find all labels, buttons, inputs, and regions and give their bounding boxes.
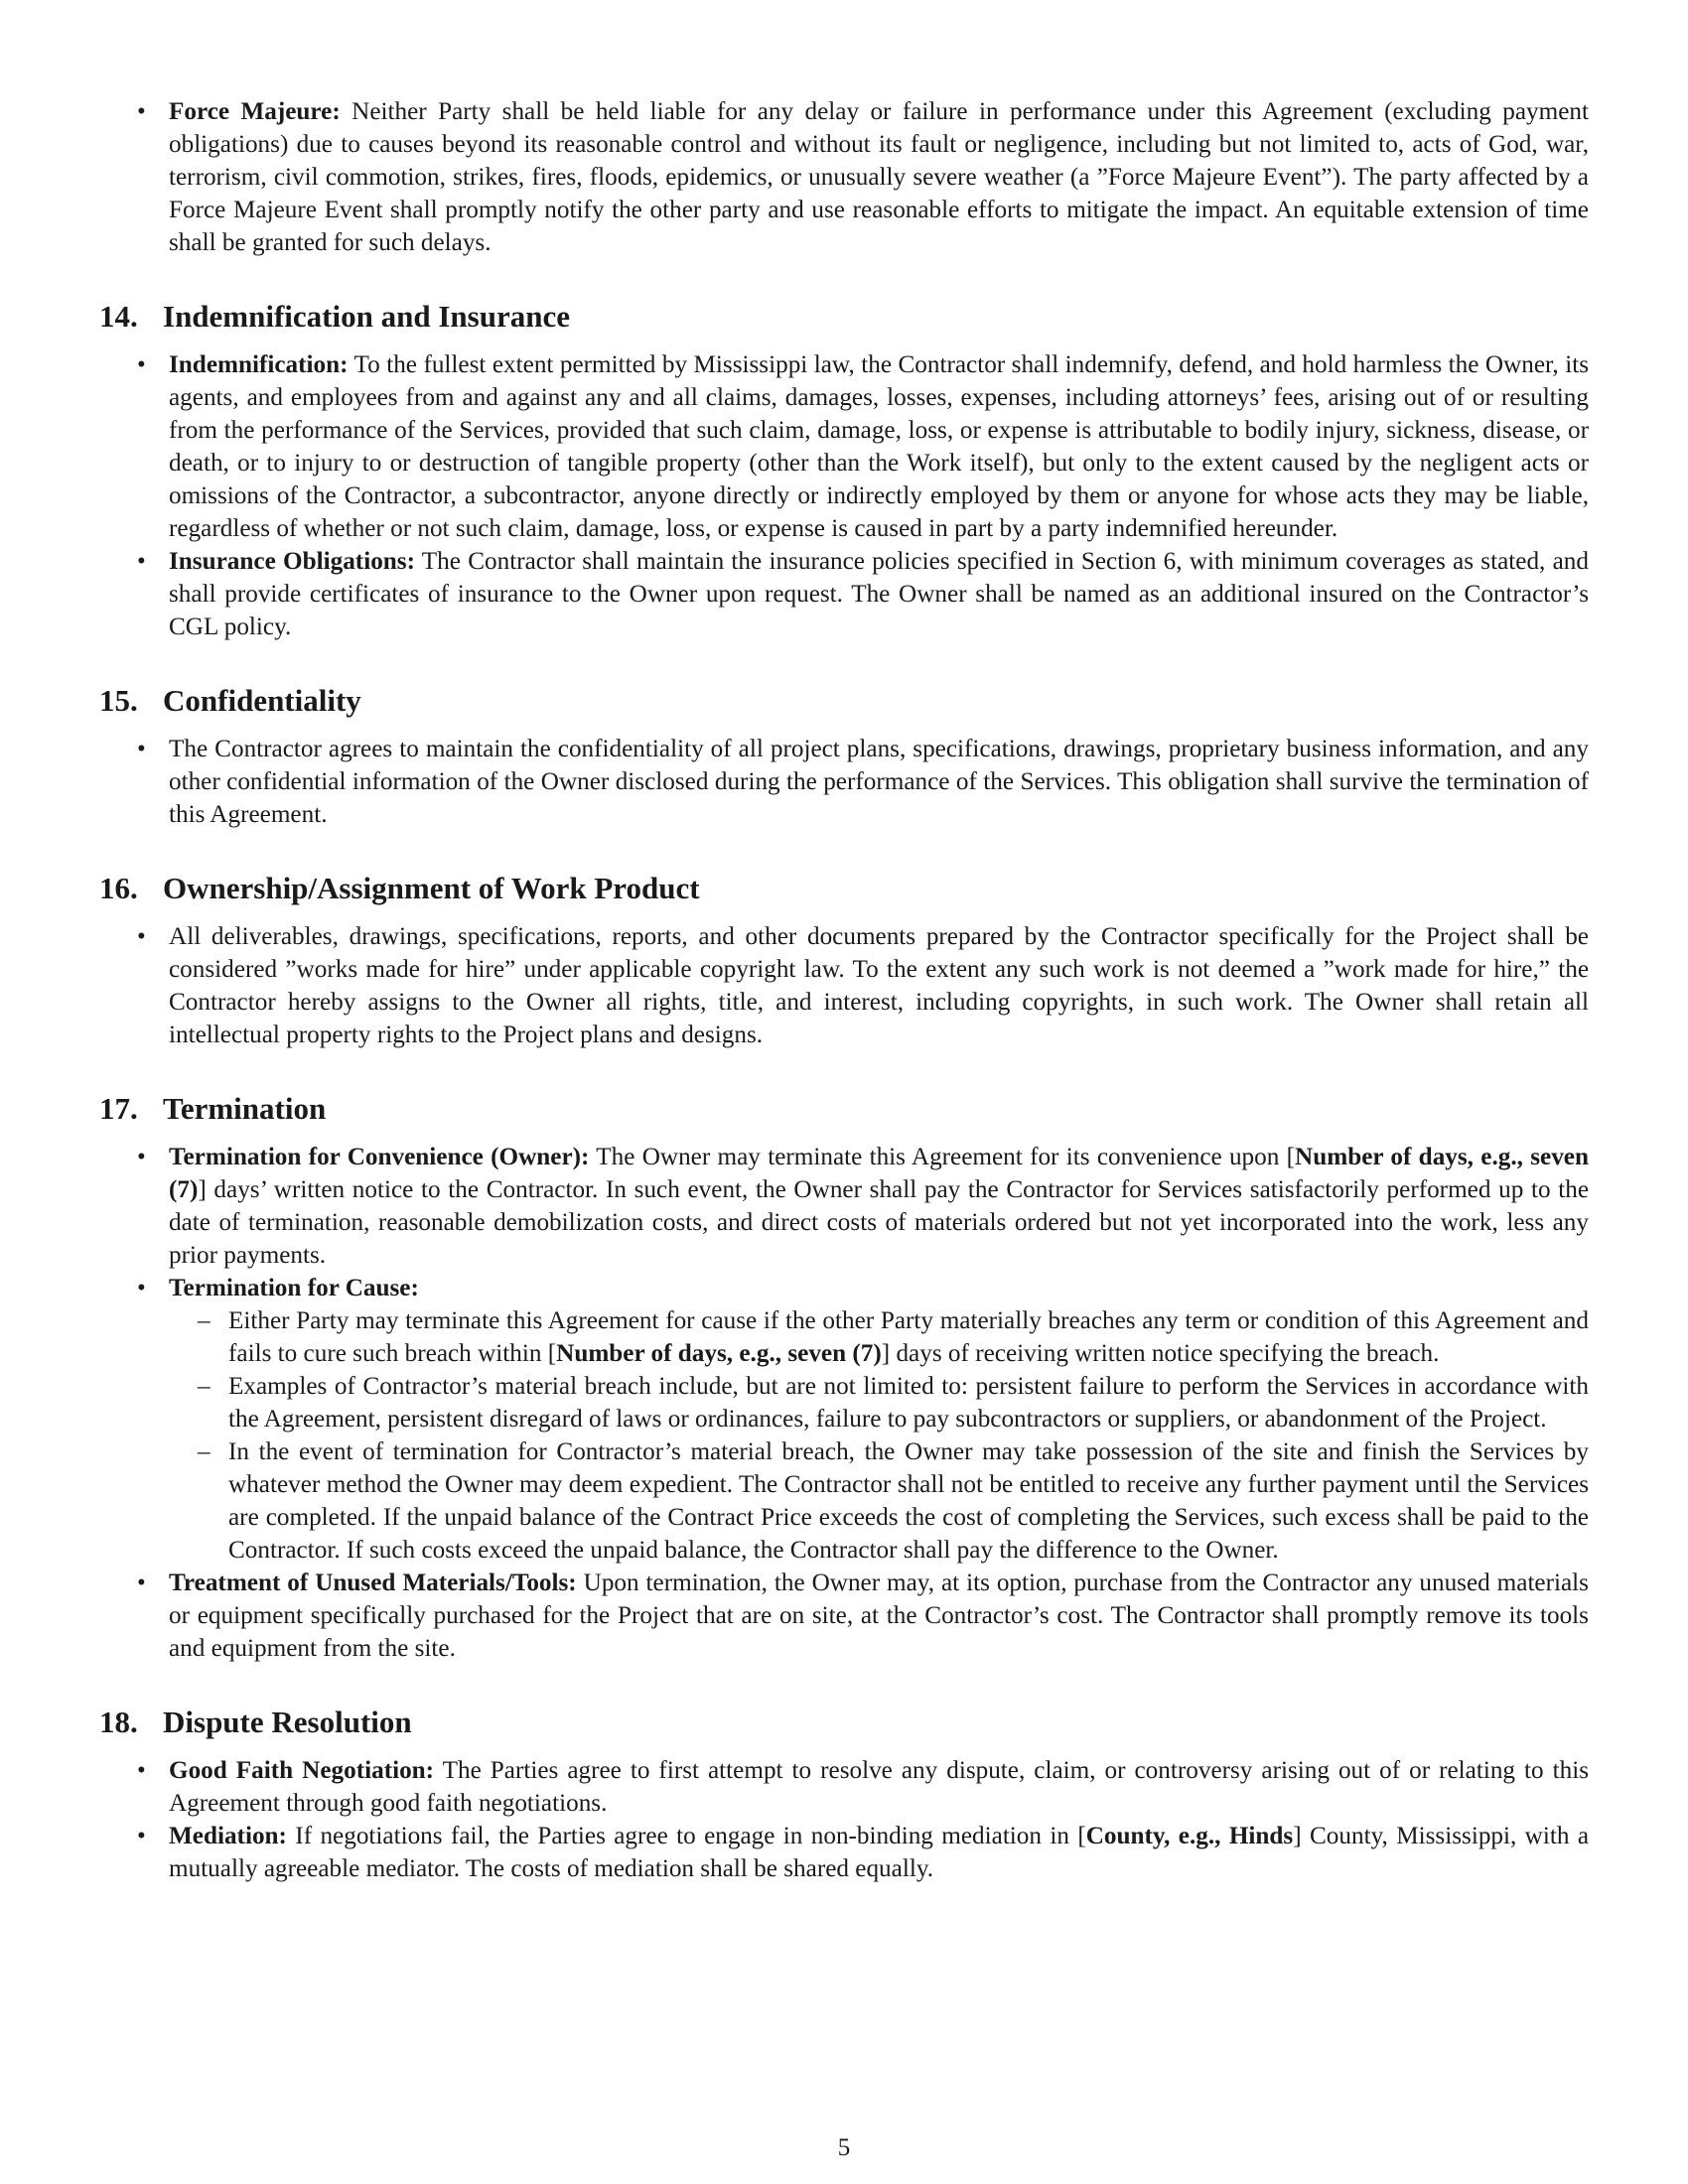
- list-item: [99, 545, 1589, 643]
- section-title: Termination: [163, 1091, 327, 1126]
- mediation-text: If negotiations fail, the Parties agree to engage in non-binding mediation in [: [286, 1823, 1086, 1849]
- list-item: [99, 1754, 1589, 1820]
- sub-list-item: [169, 1435, 1589, 1567]
- section-18-list: [99, 1754, 1589, 1885]
- sub-list-item: [169, 1370, 1589, 1435]
- insurance-label: Insurance Obligations:: [169, 548, 415, 575]
- list-item: [99, 733, 1589, 831]
- section-number: 16.: [99, 871, 138, 905]
- section-heading-15: [99, 681, 1589, 721]
- section-number: 18.: [99, 1705, 138, 1739]
- force-majeure-text: Neither Party shall be held liable for any delay or failure in performance under this Agreement (excluding payment obligations) due to causes beyond its reasonable control and without its fault or negligence, including but not limited to, acts of God, war, terrorism, civil commotion, strikes, fires, floods, epidemics, or unusually severe weather (a ”Force Majeure Event”). The party affected by a Force Majeure Event shall promptly notify the other party and use reasonable efforts to mitigate the impact. An equitable extension of time shall be granted for such delays.: [169, 98, 1589, 256]
- placeholder-county: County, e.g., Hinds: [1085, 1823, 1294, 1849]
- unused-materials-label: Treatment of Unused Materials/Tools:: [169, 1570, 577, 1596]
- breach-examples-text: Examples of Contractor’s material breach include, but are not limited to: persistent failure to perform the Services in accordance with the Agreement, persistent disregard of laws or ordinances, failure to pay subcontractors or suppliers, or abandonment of the Project.: [228, 1373, 1589, 1433]
- insurance-text: The Contractor shall maintain the insurance policies specified in Section 6, with minimum coverages as stated, and shall provide certificates of insurance to the Owner upon request. The Owner shall be named as an additional insured on the Contractor’s CGL policy.: [169, 548, 1589, 640]
- list-item: [99, 1141, 1589, 1272]
- ownership-text: All deliverables, drawings, specifications, reports, and other documents prepared by the Contractor specifically for the Project shall be considered ”works made for hire” under applicable copyright law. To the extent any such work is not deemed a ”work made for hire,” the Contractor hereby assigns to the Owner all rights, title, and interest, including copyrights, in such work. The Owner shall retain all intellectual property rights to the Project plans and designs.: [169, 923, 1589, 1048]
- unused-materials-text: Upon termination, the Owner may, at its option, purchase from the Contractor any unused materials or equipment specifically purchased for the Project that are on site, at the Contractor’s cost. The Contractor shall promptly remove its tools and equipment from the site.: [169, 1570, 1589, 1662]
- section-heading-16: [99, 869, 1589, 908]
- good-faith-label: Good Faith Negotiation:: [169, 1757, 435, 1784]
- section-number: 14.: [99, 299, 138, 334]
- sub-list-item: [169, 1304, 1589, 1370]
- section-heading-14: [99, 297, 1589, 337]
- cause-text-cont: ] days of receiving written notice specifying the breach.: [881, 1340, 1440, 1367]
- list-item: [99, 1272, 1589, 1567]
- section-heading-17: [99, 1089, 1589, 1129]
- termination-convenience-label: Termination for Convenience (Owner):: [169, 1144, 590, 1170]
- section-title: Indemnification and Insurance: [163, 299, 570, 334]
- indemnification-label: Indemnification:: [169, 351, 349, 378]
- mediation-label: Mediation:: [169, 1823, 287, 1849]
- placeholder-days: Number of days, e.g., seven (7): [169, 1144, 1589, 1203]
- list-item: [99, 1820, 1589, 1885]
- placeholder-days: Number of days, e.g., seven (7): [556, 1340, 882, 1367]
- section-14-list: [99, 348, 1589, 643]
- section-16-list: [99, 920, 1589, 1051]
- termination-cause-label: Termination for Cause:: [169, 1275, 419, 1301]
- termination-convenience-text-cont: ] days’ written notice to the Contractor. In such event, the Owner shall pay the Contractor for Services satisfactorily performed up to the date of termination, reasonable demobilization costs, and direct costs of materials ordered but not yet incorporated into the work, less any prior payments.: [169, 1176, 1589, 1269]
- section-title: Confidentiality: [163, 683, 361, 718]
- cause-text: Either Party may terminate this Agreement for cause if the other Party materially breaches any term or condition of this Agreement and fails to cure such breach within [: [228, 1307, 1589, 1367]
- list-item: [99, 1567, 1589, 1665]
- force-majeure-list: [99, 95, 1589, 259]
- page-number: 5: [837, 2134, 851, 2161]
- mediation-text-cont: ] County, Mississippi, with a mutually agreeable mediator. The costs of mediation shall be shared equally.: [169, 1823, 1589, 1882]
- confidentiality-text: The Contractor agrees to maintain the confidentiality of all project plans, specifications, drawings, proprietary business information, and any other confidential information of the Owner disclosed during the performance of the Services. This obligation shall survive the termination of this Agreement.: [169, 736, 1589, 828]
- good-faith-text: The Parties agree to first attempt to resolve any dispute, claim, or controversy arising out of or relating to this Agreement through good faith negotiations.: [169, 1757, 1589, 1817]
- list-item: [99, 920, 1589, 1051]
- list-item: [99, 95, 1589, 259]
- document-page: [99, 95, 1589, 1885]
- list-item: [99, 348, 1589, 545]
- section-number: 15.: [99, 683, 138, 718]
- section-15-list: [99, 733, 1589, 831]
- indemnification-text: To the fullest extent permitted by Mississippi law, the Contractor shall indemnify, defend, and hold harmless the Owner, its agents, and employees from and against any and all claims, damages, losses, expenses, including attorneys’ fees, arising out of or resulting from the performance of the Services, provided that such claim, damage, loss, or expense is attributable to bodily injury, sickness, disease, or death, or to injury to or destruction of tangible property (other than the Work itself), but only to the extent caused by the negligent acts or omissions of the Contractor, a subcontractor, anyone directly or indirectly employed by them or anyone for whose acts they may be liable, regardless of whether or not such claim, damage, loss, or expense is caused in part by a party indemnified hereunder.: [169, 351, 1589, 542]
- force-majeure-label: Force Majeure:: [169, 98, 341, 125]
- section-number: 17.: [99, 1091, 138, 1126]
- breach-remedy-text: In the event of termination for Contractor’s material breach, the Owner may take possession of the site and finish the Services by whatever method the Owner may deem expedient. The Contractor shall not be entitled to receive any further payment until the Services are completed. If the unpaid balance of the Contract Price exceeds the cost of completing the Services, such excess shall be paid to the Contractor. If such costs exceed the unpaid balance, the Contractor shall pay the difference to the Owner.: [228, 1438, 1589, 1564]
- termination-cause-sublist: [169, 1304, 1589, 1567]
- termination-convenience-text: The Owner may terminate this Agreement for its convenience upon [: [589, 1144, 1296, 1170]
- section-heading-18: [99, 1703, 1589, 1742]
- section-title: Dispute Resolution: [163, 1705, 412, 1739]
- section-17-list: [99, 1141, 1589, 1665]
- section-title: Ownership/Assignment of Work Product: [163, 871, 700, 905]
